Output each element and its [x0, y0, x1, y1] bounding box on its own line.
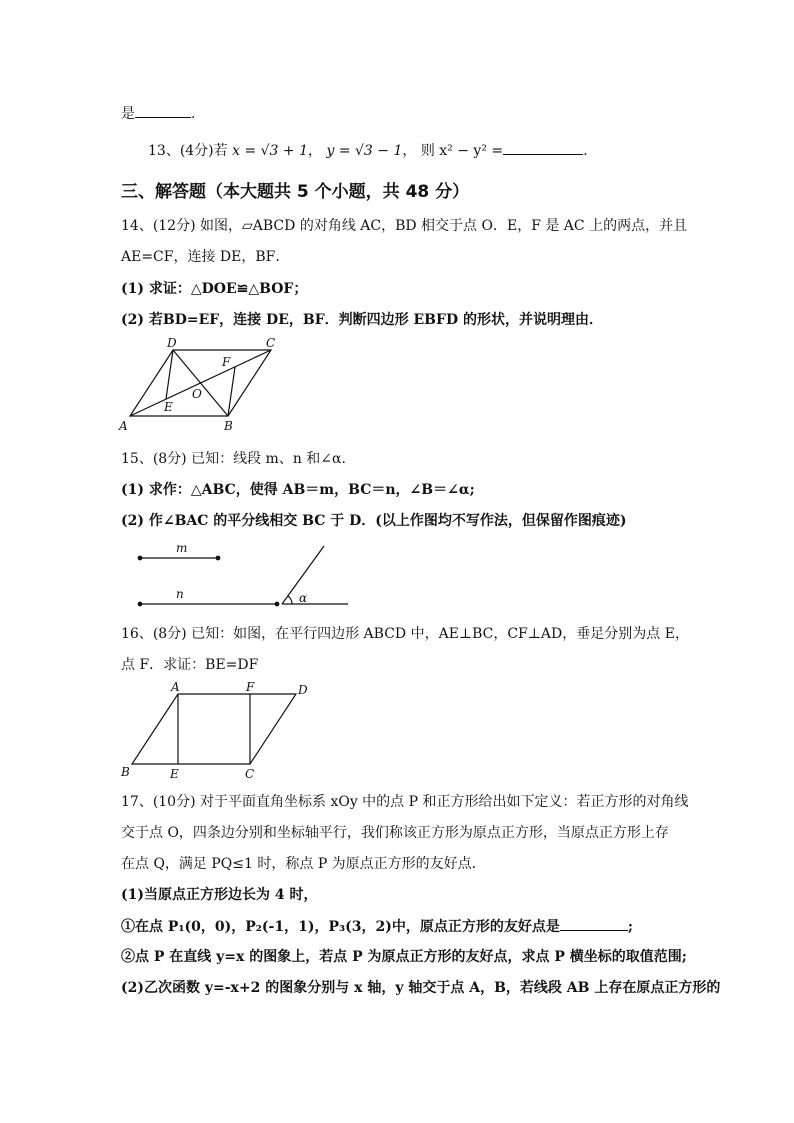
q17-sub1: ①在点 P₁(0，0)，P₂(-1，1)，P₃(3，2)中，原点正方形的友好点是 [121, 919, 560, 935]
label-B: B [121, 765, 130, 779]
segment-bf [228, 367, 235, 416]
q17-sub1-answer-blank [560, 916, 628, 931]
q17-part1: (1)当原点正方形边长为 4 时， [121, 887, 318, 903]
q12-period: . [191, 106, 196, 122]
q17-line2: 交于点 O，四条边分别和坐标轴平行，我们称该正方形为原点正方形，当原点正方形上存 [121, 825, 669, 841]
label-C: C [245, 767, 255, 780]
q12-answer-blank [135, 103, 191, 118]
q16-line1: 16、(8分) 已知：如图，在平行四边形 ABCD 中，AE⊥BC，CF⊥AD，垂足分别为点 E， [121, 626, 689, 642]
label-m: m [176, 541, 188, 555]
q13-answer-blank [503, 140, 583, 155]
label-E: E [170, 767, 179, 780]
segment-m-endpoint-right [216, 556, 220, 560]
label-alpha: α [299, 591, 308, 605]
q14-line1: 14、(12分) 如图，▱ABCD 的对角线 AC，BD 相交于点 O．E，F 是 AC 上的两点，并且 [121, 218, 688, 234]
label-O: O [192, 387, 202, 401]
diagonal-bd [173, 350, 228, 416]
q13-y-eq: y = √3 − 1 [326, 143, 403, 159]
parallelogram-abcd [132, 694, 296, 764]
label-D: D [167, 336, 177, 350]
q17-part2: (2)乙次函数 y=-x+2 的图象分别与 x 轴，y 轴交于点 A，B，若线段 AB 上存在原点正方形的 [121, 980, 721, 996]
segment-n-endpoint-left [138, 602, 142, 606]
q16-parallelogram-figure [116, 680, 316, 780]
label-C: C [266, 336, 276, 350]
label-B: B [224, 419, 233, 433]
q17-line3: 在点 Q，满足 PQ≤1 时，称点 P 为原点正方形的友好点． [121, 856, 486, 872]
q13-ask: 则 x² − y² = [420, 143, 504, 159]
label-F: F [222, 355, 231, 369]
section-3-heading: 三、解答题（本大题共 5 个小题，共 48 分） [121, 182, 470, 202]
q17-sub2: ②点 P 在直线 y=x 的图象上，若点 P 为原点正方形的友好点，求点 P 横坐标的取值范围; [121, 949, 687, 965]
q12-tail-text: 是 [121, 106, 135, 122]
q14-part1: (1) 求证：△DOE≌△BOF； [121, 281, 308, 297]
label-A: A [119, 419, 128, 433]
label-F: F [246, 680, 255, 694]
q13-period: . [583, 143, 588, 159]
angle-alpha-arc [288, 596, 292, 604]
q16-line2: 点 F．求证：BE=DF [121, 657, 259, 673]
q15-line1: 15、(8分) 已知：线段 m、n 和∠α. [121, 451, 346, 467]
q14-part2: (2) 若BD=EF，连接 DE，BF．判断四边形 EBFD 的形状，并说明理由． [121, 312, 603, 328]
segment-de [166, 350, 173, 399]
q15-construction-figure [130, 538, 360, 612]
q17-sub1-line [121, 916, 633, 937]
q13-prefix: 13、(4分)若 [148, 143, 228, 159]
label-D: D [298, 683, 308, 697]
label-E: E [164, 400, 173, 414]
q12-tail-line [121, 103, 195, 124]
q14-line2: AE=CF，连接 DE，BF． [121, 249, 290, 265]
segment-m-endpoint-left [138, 556, 142, 560]
segment-n-endpoint-right [275, 602, 279, 606]
q17-sub1-end: ; [627, 919, 634, 935]
q17-line1: 17、(10分) 对于平面直角坐标系 xOy 中的点 P 和正方形给出如下定义：若正方形的对角线 [121, 794, 689, 810]
q14-parallelogram-figure [116, 336, 288, 434]
q13-x-eq: x = √3 + 1 [232, 143, 309, 159]
label-A: A [171, 680, 180, 694]
label-n: n [176, 587, 184, 601]
q13-line: 13、(4分)若 x = √3 + 1， y = √3 − 1， 则 x² − y² = . [148, 140, 588, 161]
q15-part1: (1) 求作：△ABC，使得 AB＝m，BC＝n，∠B＝∠α; [121, 482, 475, 498]
q15-part2: (2) 作∠BAC 的平分线相交 BC 于 D．(以上作图均不写作法，但保留作图痕迹) [121, 513, 627, 529]
